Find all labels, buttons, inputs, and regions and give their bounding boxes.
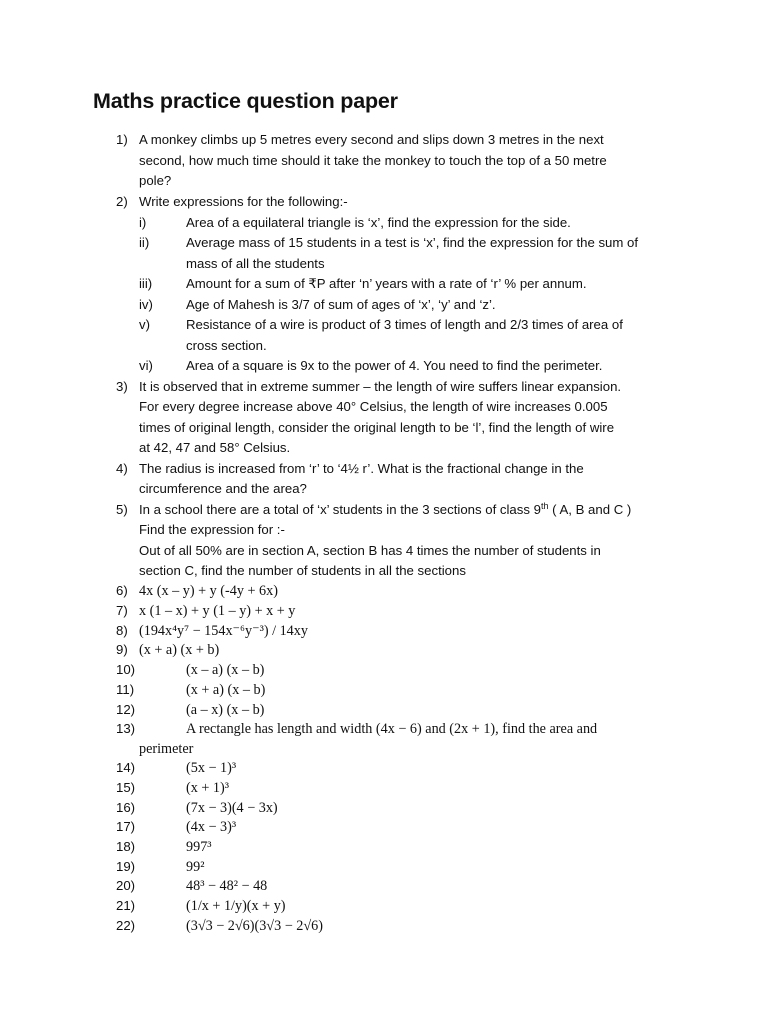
question-1-number: 1) bbox=[116, 132, 128, 147]
question-9-expression: (x + a) (x + b) bbox=[139, 642, 220, 658]
question-20-number: 20) bbox=[116, 878, 136, 893]
question-3-text-line: at 42, 47 and 58° Celsius. bbox=[139, 440, 291, 455]
question-5-number: 5) bbox=[116, 502, 128, 517]
question-4-number: 4) bbox=[116, 461, 128, 476]
subitem-text-line: Area of a square is 9x to the power of 4. You need to find the perimeter. bbox=[186, 358, 603, 373]
question-14-expression: (5x − 1)³ bbox=[186, 760, 237, 776]
question-12-number: 12) bbox=[116, 702, 136, 717]
question-3-number: 3) bbox=[116, 379, 128, 394]
subitem-text-line: Amount for a sum of ₹P after ‘n’ years with a rate of ‘r’ % per annum. bbox=[186, 276, 587, 291]
question-12-expression: (a – x) (x – b) bbox=[186, 702, 265, 718]
question-11-number: 11) bbox=[116, 682, 135, 697]
question-3-text-line: It is observed that in extreme summer – the length of wire suffers linear expansion. bbox=[139, 379, 622, 394]
question-5-text-pre: In a school there are a total of ‘x’ students in the 3 sections of class 9 bbox=[139, 502, 541, 517]
question-22-number: 22) bbox=[116, 918, 136, 933]
question-1-text-line: A monkey climbs up 5 metres every second and slips down 3 metres in the next bbox=[139, 132, 604, 147]
question-7-expression: x (1 – x) + y (1 – y) + x + y bbox=[139, 603, 296, 619]
question-1-text-line: pole? bbox=[139, 173, 172, 188]
question-19-number: 19) bbox=[116, 859, 136, 874]
question-21-expression: (1/x + 1/y)(x + y) bbox=[186, 898, 286, 914]
question-18-expression: 997³ bbox=[186, 839, 212, 855]
subitem-text-line: Area of a equilateral triangle is ‘x’, find the expression for the side. bbox=[186, 215, 571, 230]
question-10-number: 10) bbox=[116, 662, 136, 677]
subitem-label: vi) bbox=[139, 358, 153, 373]
question-16-expression: (7x − 3)(4 − 3x) bbox=[186, 800, 278, 816]
subitem-text-line: Age of Mahesh is 3/7 of sum of ages of ‘x’, ‘y’ and ‘z’. bbox=[186, 297, 496, 312]
question-13-number: 13) bbox=[116, 721, 136, 736]
question-22-expression: (3√3 − 2√6)(3√3 − 2√6) bbox=[186, 918, 323, 934]
subitem-label: ii) bbox=[139, 235, 150, 250]
question-2-text: Write expressions for the following:- bbox=[139, 194, 348, 209]
superscript-th: th bbox=[540, 501, 549, 511]
question-21-number: 21) bbox=[116, 898, 136, 913]
question-20-expression: 48³ − 48² − 48 bbox=[186, 878, 268, 894]
question-1-text-line: second, how much time should it take the monkey to touch the top of a 50 metre bbox=[139, 153, 607, 168]
subitem-label: i) bbox=[139, 215, 147, 230]
question-6-number: 6) bbox=[116, 583, 128, 598]
question-8-expression: (194x⁴y⁷ − 154x⁻⁶y⁻³) / 14xy bbox=[139, 623, 308, 639]
page-title: Maths practice question paper bbox=[93, 89, 398, 113]
subitem-label: iii) bbox=[139, 276, 153, 291]
question-17-number: 17) bbox=[116, 819, 136, 834]
question-4-text-line: circumference and the area? bbox=[139, 481, 307, 496]
question-11-expression: (x + a) (x – b) bbox=[186, 682, 266, 698]
subitem-text-line: cross section. bbox=[186, 338, 267, 353]
question-15-number: 15) bbox=[116, 780, 136, 795]
question-7-number: 7) bbox=[116, 603, 128, 618]
question-9-number: 9) bbox=[116, 642, 128, 657]
question-5-text-line bbox=[139, 500, 631, 520]
question-2-number: 2) bbox=[116, 194, 128, 209]
question-13-text-line: perimeter bbox=[139, 741, 194, 757]
question-5-text-line: Out of all 50% are in section A, section B has 4 times the number of students in bbox=[139, 543, 601, 558]
subitem-text-line: mass of all the students bbox=[186, 256, 325, 271]
question-14-number: 14) bbox=[116, 760, 136, 775]
question-18-number: 18) bbox=[116, 839, 136, 854]
subitem-label: iv) bbox=[139, 297, 153, 312]
subitem-label: v) bbox=[139, 317, 150, 332]
question-16-number: 16) bbox=[116, 800, 136, 815]
question-13-text-line: A rectangle has length and width (4x − 6) and (2x + 1), find the area and bbox=[186, 721, 598, 737]
question-4-text-line: The radius is increased from ‘r’ to ‘4½ r’. What is the fractional change in the bbox=[139, 461, 584, 476]
subitem-text-line: Resistance of a wire is product of 3 times of length and 2/3 times of area of bbox=[186, 317, 623, 332]
question-3-text-line: times of original length, consider the original length to be ‘l’, find the length of wire bbox=[139, 420, 615, 435]
question-5-text-line: Find the expression for :- bbox=[139, 522, 285, 537]
question-17-expression: (4x − 3)³ bbox=[186, 819, 237, 835]
question-10-expression: (x – a) (x – b) bbox=[186, 662, 265, 678]
question-5-text-line: section C, find the number of students in all the sections bbox=[139, 563, 466, 578]
question-3-text-line: For every degree increase above 40° Celsius, the length of wire increases 0.005 bbox=[139, 399, 608, 414]
question-5-text-post: ( A, B and C ) bbox=[548, 502, 632, 517]
question-6-expression: 4x (x – y) + y (-4y + 6x) bbox=[139, 583, 278, 599]
question-8-number: 8) bbox=[116, 623, 128, 638]
subitem-text-line: Average mass of 15 students in a test is ‘x’, find the expression for the sum of bbox=[186, 235, 639, 250]
question-15-expression: (x + 1)³ bbox=[186, 780, 229, 796]
question-19-expression: 99² bbox=[186, 859, 205, 875]
